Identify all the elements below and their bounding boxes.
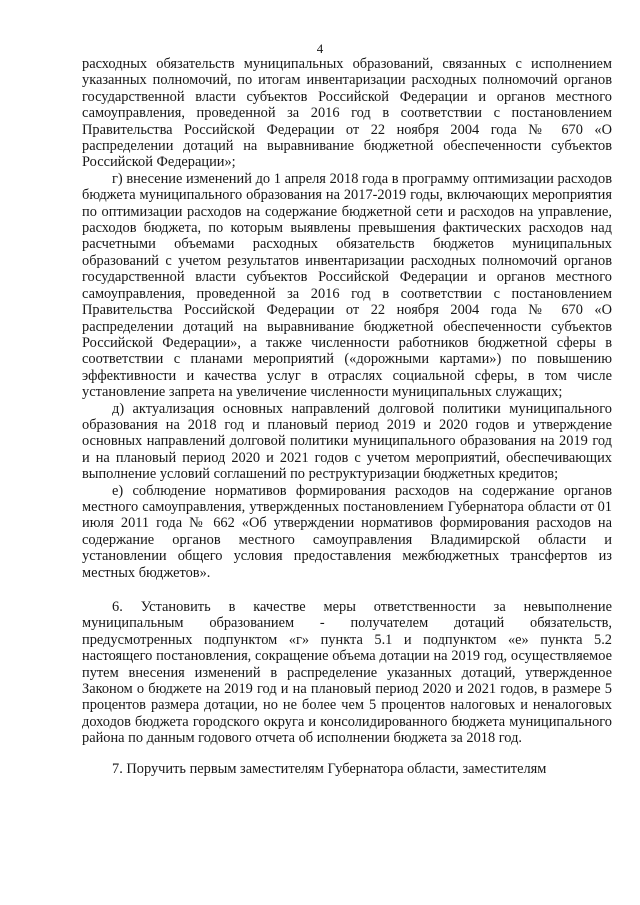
paragraph-continuation: расходных обязательств муниципальных образований, связанных с исполнением указанных полномочий, по итогам инвентаризации расходных полномочий органов государственной власти субъектов Российской Федерации и органов местного самоуправления, проведенной за 2016 год в соответствии с постановлением Правительства Российской Федерации от 22 ноября 2004 года № 670 «О распределении дотаций на выравнивание бюджетной обеспеченности субъектов Российской Федерации»; (82, 56, 612, 171)
paragraph-item-g: г) внесение изменений до 1 апреля 2018 года в программу оптимизации расходов бюджета муниципального образования на 2017-2019 годы, включающих мероприятия по оптимизации расходов на содержание бюджетной сети и расходов на управление, расходов бюджета, по которым выявлены превышения фактических расходов над расчетными объемами расходных обязательств бюджетов муниципальных образований с учетом результатов инвентаризации расходных полномочий органов государственной власти субъектов Российской Федерации и органов местного самоуправления, проведенной за 2016 год в соответствии с постановлением Правительства Российской Федерации от 22 ноября 2004 года № 670 «О распределении дотаций на выравнивание бюджетной обеспеченности субъектов Российской Федерации», а также численности работников бюджетной сферы в соответствии с планами мероприятий («дорожными картами») по повышению эффективности и качества услуг в отраслях социальной сферы, в том числе установление запрета на увеличение численности муниципальных служащих; (82, 170, 612, 401)
paragraph-item-d: д) актуализация основных направлений долговой политики муниципального образования на 2018 год и плановый период 2019 и 2020 годов и утверждение основных направлений долговой политики муниципального образования на 2019 год и на плановый период 2020 и 2021 годов с учетом мероприятий, обеспечивающих выполнение условий соглашений по реструктуризации бюджетных кредитов; (82, 400, 612, 483)
page-number: 4 (316, 41, 324, 56)
paragraph-clause-6: 6. Установить в качестве меры ответственности за невыполнение муниципальным образованием - получателем дотаций обязательств, предусмотренных подпунктом «г» пункта 5.1 и подпунктом «е» пункта 5.2 настоящего постановления, сокращение объема дотации на 2019 год, осуществляемое путем внесения изменений в распределение указанных дотаций, утвержденное Законом о бюджете на 2019 год и на плановый период 2020 и 2021 годов, в размере 5 процентов размера дотации, но не более чем 5 процентов налоговых и неналоговых доходов бюджета городского округа и консолидированного бюджета муниципального района по данным годового отчета об исполнении бюджета за 2018 год. (82, 599, 612, 747)
paragraph-item-e: е) соблюдение нормативов формирования расходов на содержание органов местного самоуправления, утвержденных постановлением Губернатора области от 01 июля 2011 года № 662 «Об утверждении нормативов формирования расходов на содержание органов местного самоуправления Владимирской области и установлении общего условия предоставления межбюджетных трансфертов из местных бюджетов». (82, 482, 612, 581)
paragraph-clause-7: 7. Поручить первым заместителям Губернатора области, заместителям (112, 760, 547, 777)
document-body (82, 56, 612, 777)
